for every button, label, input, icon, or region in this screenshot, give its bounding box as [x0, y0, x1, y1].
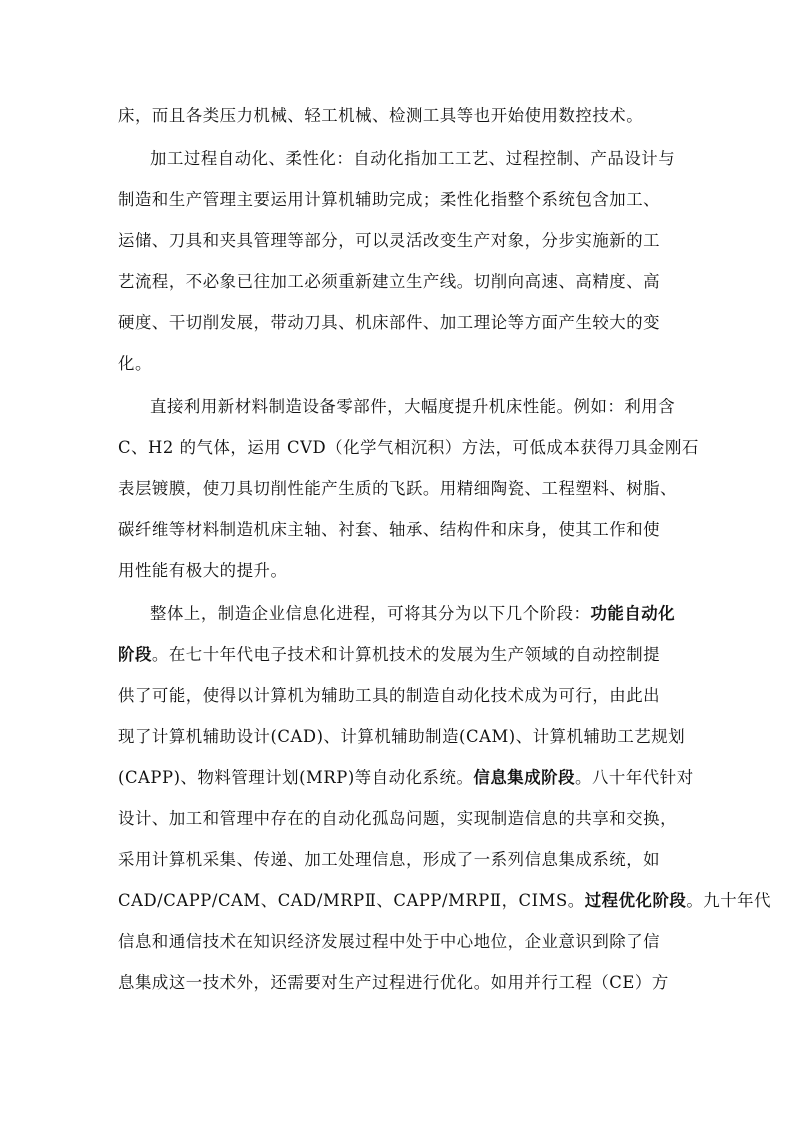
- text-line: [118, 768, 694, 788]
- text-line: [118, 272, 678, 292]
- text-line: [118, 190, 678, 210]
- text-span: CAD/CAPP/CAM、CAD/MRPⅡ、CAPP/MRPⅡ，CIMS。: [118, 891, 585, 910]
- text-line: [150, 149, 678, 169]
- text-span: 化。: [118, 354, 152, 373]
- text-span: 直接利用新材料制造设备零部件，大幅度提升机床性能。例如：利用含: [150, 397, 676, 416]
- text-line: [118, 354, 678, 374]
- text-span: C、H2 的气体，运用 CVD（化学气相沉积）方法，可低成本获得刀具金刚石: [118, 438, 699, 457]
- text-line: [118, 645, 678, 665]
- text-line: [118, 891, 772, 911]
- text-line: [118, 313, 678, 333]
- bold-phrase: 过程优化阶段: [584, 891, 687, 910]
- text-line: [118, 932, 678, 952]
- text-span: 。九十年代: [686, 891, 772, 910]
- text-span: 供了可能，使得以计算机为辅助工具的制造自动化技术成为可行，由此出: [118, 686, 661, 705]
- text-span: 。八十年代针对: [575, 768, 694, 787]
- text-span: 制造和生产管理主要运用计算机辅助完成；柔性化指整个系统包含加工、: [118, 190, 661, 209]
- text-line: [150, 397, 678, 417]
- bold-phrase: 功能自动化: [590, 604, 676, 623]
- text-span: 现了计算机辅助设计(CAD)、计算机辅助制造(CAM)、计算机辅助工艺规划: [118, 727, 686, 746]
- text-span: 碳纤维等材料制造机床主轴、衬套、轴承、结构件和床身，使其工作和使: [118, 520, 661, 539]
- text-line: [118, 106, 678, 126]
- text-line: [118, 479, 678, 499]
- text-span: (CAPP)、物料管理计划(MRP)等自动化系统。: [118, 768, 474, 787]
- text-line: [118, 727, 686, 747]
- text-line: [118, 686, 678, 706]
- text-span: 信息和通信技术在知识经济发展过程中处于中心地位，企业意识到除了信: [118, 932, 661, 951]
- text-line: [118, 850, 678, 870]
- text-line: [118, 231, 678, 251]
- text-span: 采用计算机采集、传递、加工处理信息，形成了一系列信息集成系统，如: [118, 850, 661, 869]
- bold-phrase: 阶段: [118, 645, 152, 664]
- text-line: [118, 809, 678, 829]
- text-line: [118, 438, 699, 458]
- text-line: [118, 973, 678, 993]
- text-span: 艺流程，不必象已往加工必须重新建立生产线。切削向高速、高精度、高: [118, 272, 661, 291]
- text-line: [150, 604, 678, 624]
- text-span: 硬度、干切削发展，带动刀具、机床部件、加工理论等方面产生较大的变: [118, 313, 661, 332]
- text-span: 用性能有极大的提升。: [118, 561, 288, 580]
- text-span: 表层镀膜，使刀具切削性能产生质的飞跃。用精细陶瓷、工程塑料、树脂、: [118, 479, 678, 498]
- text-span: 。在七十年代电子技术和计算机技术的发展为生产领域的自动控制提: [151, 645, 661, 664]
- text-line: [118, 561, 678, 581]
- text-span: 床，而且各类压力机械、轻工机械、检测工具等也开始使用数控技术。: [118, 106, 644, 125]
- text-span: 加工过程自动化、柔性化：自动化指加工工艺、过程控制、产品设计与: [150, 149, 676, 168]
- text-span: 设计、加工和管理中存在的自动化孤岛问题，实现制造信息的共享和交换，: [118, 809, 678, 828]
- text-span: 息集成这一技术外，还需要对生产过程进行优化。如用并行工程（CE）方: [118, 973, 669, 992]
- bold-phrase: 信息集成阶段: [473, 768, 576, 787]
- text-span: 整体上，制造企业信息化进程，可将其分为以下几个阶段：: [150, 604, 591, 623]
- text-line: [118, 520, 678, 540]
- text-span: 运储、刀具和夹具管理等部分，可以灵活改变生产对象，分步实施新的工: [118, 231, 661, 250]
